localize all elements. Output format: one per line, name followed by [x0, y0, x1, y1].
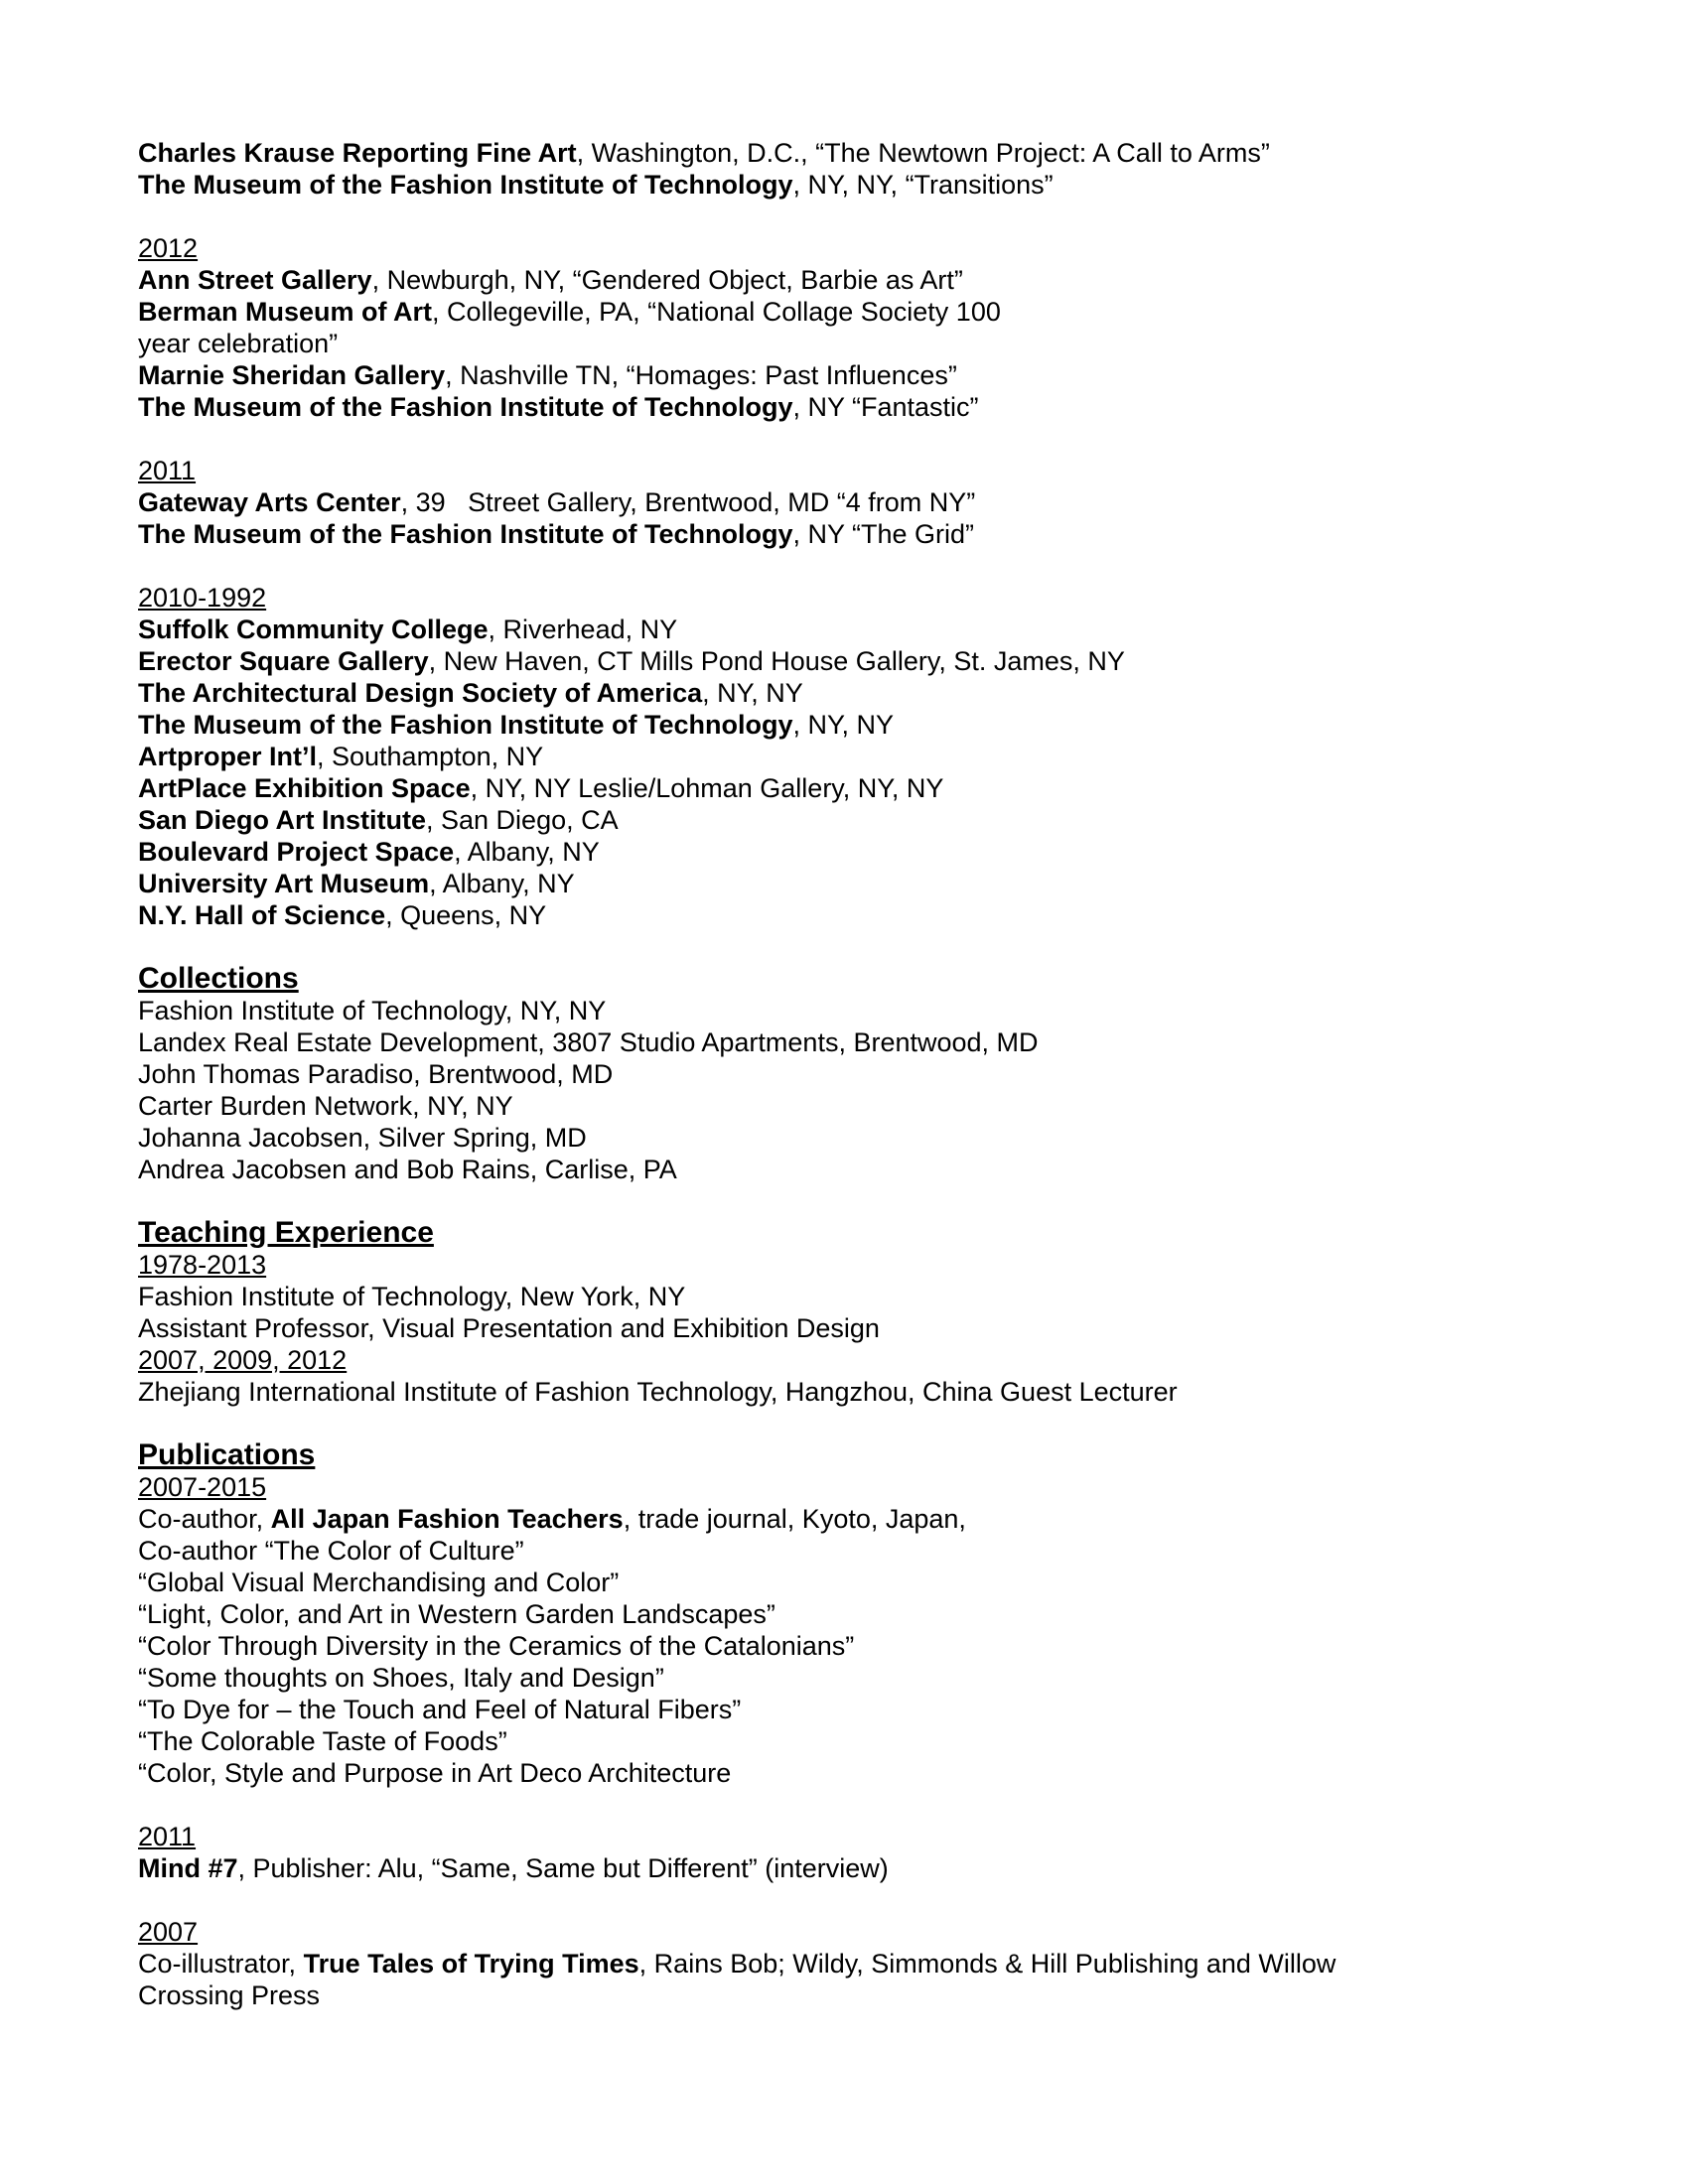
year-heading-2007-2009-2012: 2007, 2009, 2012 [138, 1345, 348, 1375]
venue-details: , NY “Fantastic” [792, 392, 979, 422]
publication-item: “Global Visual Merchandising and Color” [138, 1568, 620, 1597]
venue-details: , NY “The Grid” [792, 519, 975, 549]
exhibition-entry [138, 296, 1558, 328]
publication-details: , Rains Bob; Wildy, Simmonds & Hill Publishing and Willow [638, 1949, 1336, 1979]
venue-details: , Southampton, NY [317, 742, 544, 771]
venue-details: , NY, NY Leslie/Lohman Gallery, NY, NY [470, 773, 944, 803]
exhibition-entry [138, 137, 1558, 169]
exhibition-entry [138, 359, 1558, 391]
exhibition-entry [138, 836, 1558, 868]
resume-page [138, 137, 1558, 2011]
venue-name: Ann Street Gallery [138, 265, 372, 295]
venue-details: , Nashville TN, “Homages: Past Influences” [445, 360, 957, 390]
exhibition-entry [138, 899, 1558, 931]
exhibition-entry [138, 614, 1558, 645]
exhibition-entry [138, 391, 1558, 423]
venue-name: The Museum of the Fashion Institute of Technology [138, 519, 793, 549]
exhibition-entry-continued: year celebration” [138, 329, 339, 358]
publication-item: “The Colorable Taste of Foods” [138, 1726, 507, 1756]
venue-name: Artproper Int’l [138, 742, 317, 771]
collection-item: Carter Burden Network, NY, NY [138, 1091, 513, 1121]
collection-item: Andrea Jacobsen and Bob Rains, Carlise, PA [138, 1155, 677, 1184]
publication-entry [138, 1503, 1558, 1535]
year-heading-2007-2015: 2007-2015 [138, 1472, 267, 1502]
venue-name: The Museum of the Fashion Institute of Technology [138, 392, 793, 422]
exhibition-entry [138, 741, 1558, 772]
venue-details: , NY, NY, “Transitions” [792, 170, 1054, 200]
publication-item: “Color, Style and Purpose in Art Deco Architecture [138, 1758, 732, 1788]
venue-name: The Architectural Design Society of America [138, 678, 703, 708]
venue-details: , Riverhead, NY [488, 614, 678, 644]
venue-name: The Museum of the Fashion Institute of Technology [138, 710, 793, 740]
teaching-heading: Teaching Experience [138, 1216, 434, 1249]
collection-item: Fashion Institute of Technology, NY, NY [138, 996, 607, 1025]
collection-item: Landex Real Estate Development, 3807 Studio Apartments, Brentwood, MD [138, 1027, 1039, 1057]
publication-details: , Publisher: Alu, “Same, Same but Different” (interview) [237, 1853, 889, 1883]
venue-name: The Museum of the Fashion Institute of Technology [138, 170, 793, 200]
exhibition-entry [138, 709, 1558, 741]
venue-name: San Diego Art Institute [138, 805, 427, 835]
exhibition-entry [138, 868, 1558, 899]
exhibition-entry [138, 169, 1558, 201]
venue-details: , NY, NY [792, 710, 895, 740]
publication-title: True Tales of Trying Times [303, 1949, 639, 1979]
venue-details: , Albany, NY [429, 869, 575, 898]
exhibition-entry [138, 264, 1558, 296]
publication-role: Co-illustrator, [138, 1949, 304, 1979]
venue-name: N.Y. Hall of Science [138, 900, 386, 930]
exhibition-entry [138, 804, 1558, 836]
venue-details: , San Diego, CA [426, 805, 619, 835]
teaching-item: Zhejiang International Institute of Fashion Technology, Hangzhou, China Guest Lecturer [138, 1377, 1178, 1407]
year-heading-2011: 2011 [138, 456, 197, 485]
exhibition-entry [138, 518, 1558, 550]
publication-role: Co-author, [138, 1504, 271, 1534]
venue-name: Boulevard Project Space [138, 837, 455, 867]
publication-item: “Color Through Diversity in the Ceramics of the Catalonians” [138, 1631, 855, 1661]
venue-details: , Collegeville, PA, “National Collage Society 100 [432, 297, 1001, 327]
publication-entry-continued: Crossing Press [138, 1980, 321, 2010]
publication-title: Mind #7 [138, 1853, 238, 1883]
exhibition-entry [138, 677, 1558, 709]
venue-name: Suffolk Community College [138, 614, 489, 644]
teaching-item: Fashion Institute of Technology, New York, NY [138, 1282, 686, 1311]
publication-entry [138, 1948, 1558, 1979]
venue-details: , Newburgh, NY, “Gendered Object, Barbie as Art” [371, 265, 963, 295]
exhibition-entry [138, 486, 1558, 518]
year-heading-2007-publications: 2007 [138, 1917, 199, 1947]
year-heading-2011-publications: 2011 [138, 1822, 197, 1851]
venue-name: ArtPlace Exhibition Space [138, 773, 471, 803]
venue-name: Berman Museum of Art [138, 297, 433, 327]
collections-heading: Collections [138, 962, 299, 995]
year-heading-2012: 2012 [138, 233, 199, 263]
publication-item: “To Dye for – the Touch and Feel of Natural Fibers” [138, 1695, 742, 1724]
venue-name: Gateway Arts Center [138, 487, 401, 517]
year-heading-1978-2013: 1978-2013 [138, 1250, 267, 1280]
collection-item: John Thomas Paradiso, Brentwood, MD [138, 1059, 614, 1089]
venue-details: , Albany, NY [454, 837, 600, 867]
exhibition-entry [138, 645, 1558, 677]
venue-details: , 39 Street Gallery, Brentwood, MD “4 from NY” [400, 487, 976, 517]
publication-entry [138, 1852, 1558, 1884]
publication-item: Co-author “The Color of Culture” [138, 1536, 524, 1566]
venue-details: , Queens, NY [385, 900, 547, 930]
publication-details: , trade journal, Kyoto, Japan, [623, 1504, 966, 1534]
year-heading-2010-1992: 2010-1992 [138, 583, 267, 613]
venue-details: , New Haven, CT Mills Pond House Gallery, St. James, NY [428, 646, 1125, 676]
venue-name: Charles Krause Reporting Fine Art [138, 138, 577, 168]
venue-details: , Washington, D.C., “The Newtown Project: A Call to Arms” [576, 138, 1270, 168]
venue-details: , NY, NY [702, 678, 803, 708]
venue-name: Marnie Sheridan Gallery [138, 360, 446, 390]
publications-heading: Publications [138, 1438, 316, 1471]
publication-title: All Japan Fashion Teachers [270, 1504, 624, 1534]
teaching-item: Assistant Professor, Visual Presentation and Exhibition Design [138, 1313, 880, 1343]
publication-item: “Some thoughts on Shoes, Italy and Design” [138, 1663, 664, 1693]
exhibition-entry [138, 772, 1558, 804]
venue-name: University Art Museum [138, 869, 430, 898]
collection-item: Johanna Jacobsen, Silver Spring, MD [138, 1123, 587, 1153]
publication-item: “Light, Color, and Art in Western Garden Landscapes” [138, 1599, 775, 1629]
venue-name: Erector Square Gallery [138, 646, 429, 676]
